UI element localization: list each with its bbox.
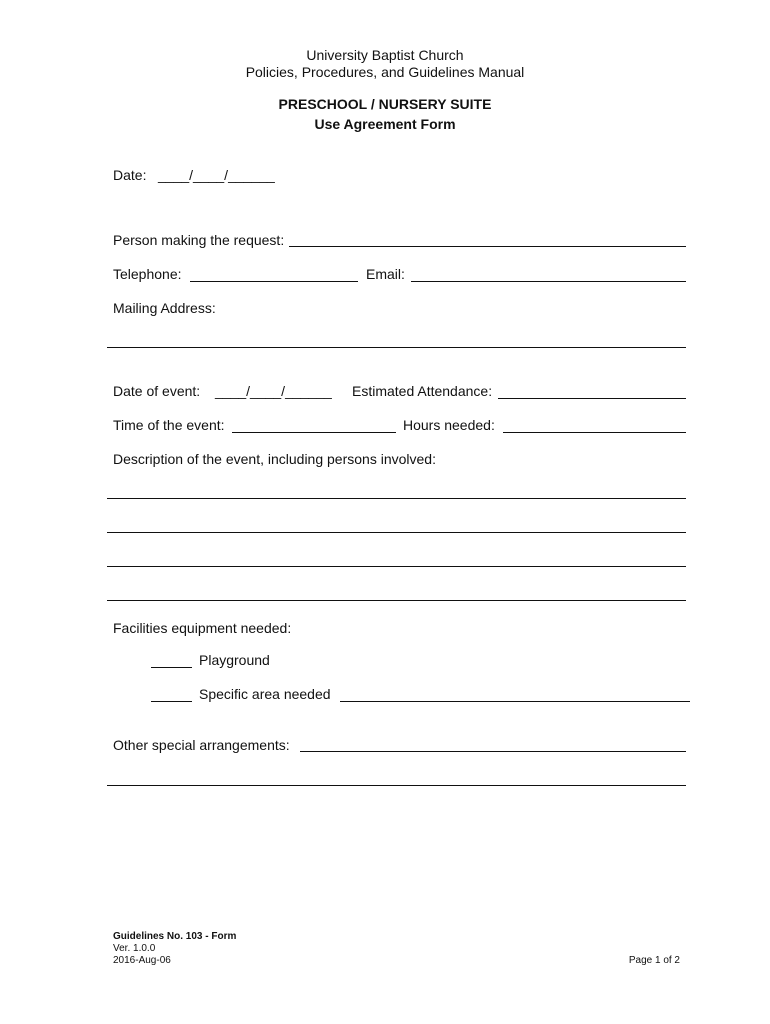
description-line-3[interactable] [107,566,686,567]
mailing-field[interactable] [107,347,686,348]
description-line-2[interactable] [107,532,686,533]
page-number: Page 1 of 2 [628,955,680,966]
event-date-field[interactable]: ____/____/______ [215,383,332,399]
org-name: University Baptist Church [306,47,464,63]
special-label: Other special arrangements: [113,737,290,753]
description-label: Description of the event, including persons involved: [113,451,436,467]
time-field[interactable] [232,432,396,433]
description-line-1[interactable] [107,498,686,499]
email-label: Email: [366,266,405,282]
specific-area-field[interactable] [340,701,690,702]
form-title: PRESCHOOL / NURSERY SUITE [278,96,492,112]
specific-area-label: Specific area needed [199,686,331,702]
guideline-number: Guidelines No. 103 - Form [113,931,237,942]
playground-label: Playground [199,652,270,668]
playground-check[interactable] [151,667,192,668]
person-field[interactable] [289,246,686,247]
attendance-field[interactable] [498,398,686,399]
person-label: Person making the request: [113,232,285,248]
hours-label: Hours needed: [403,417,495,433]
mailing-label: Mailing Address: [113,300,216,316]
description-line-4[interactable] [107,600,686,601]
manual-name: Policies, Procedures, and Guidelines Manual [245,64,525,80]
event-date-label: Date of event: [113,383,201,399]
special-field[interactable] [300,751,686,752]
version: Ver. 1.0.0 [113,943,156,954]
footer-date: 2016-Aug-06 [113,955,171,966]
telephone-label: Telephone: [113,266,182,282]
special-field-line-2[interactable] [107,785,686,786]
telephone-field[interactable] [190,281,358,282]
date-label: Date: [113,167,147,183]
date-field[interactable]: ____/____/______ [158,167,275,183]
equipment-label: Facilities equipment needed: [113,620,292,636]
hours-field[interactable] [503,432,686,433]
email-field[interactable] [411,281,686,282]
form-subtitle: Use Agreement Form [314,116,456,132]
specific-area-check[interactable] [151,701,192,702]
attendance-label: Estimated Attendance: [352,383,493,399]
time-label: Time of the event: [113,417,225,433]
